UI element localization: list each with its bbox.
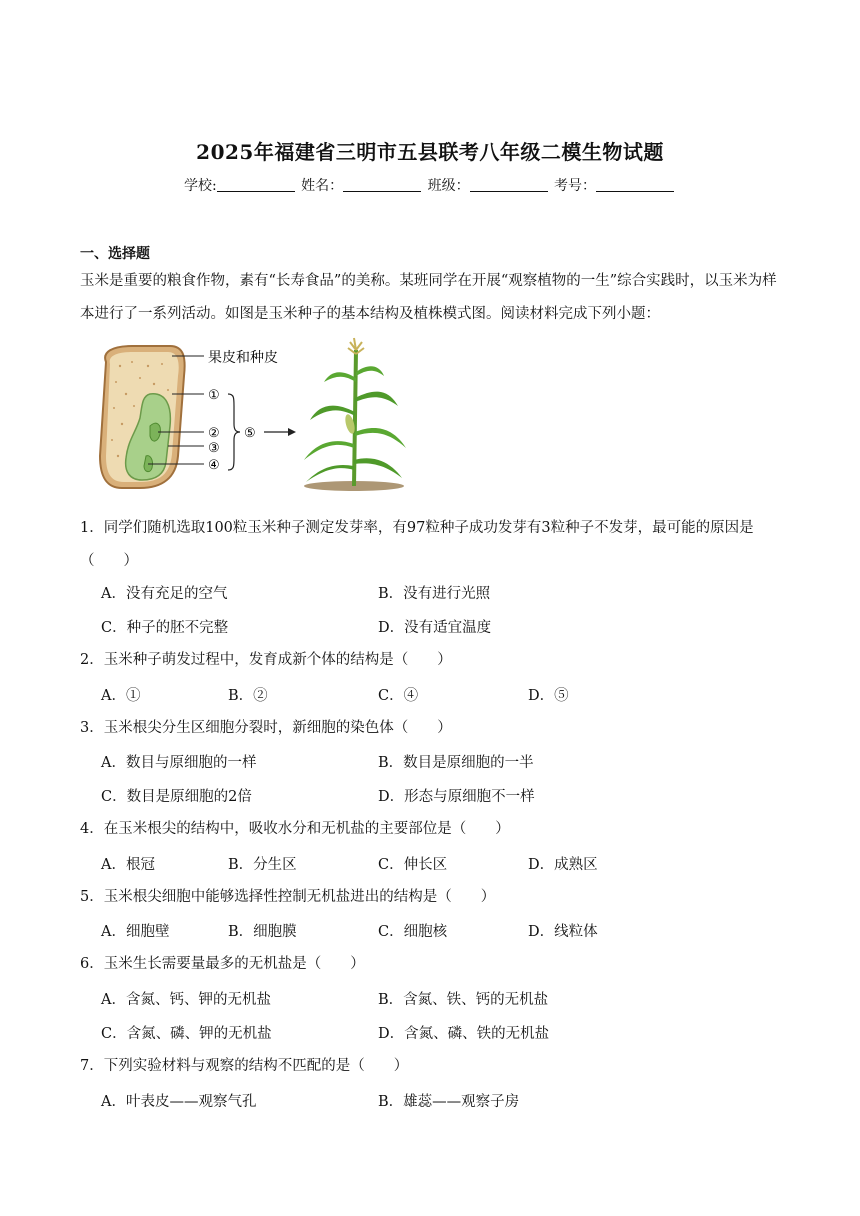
q1-option-c[interactable]: C．种子的胚不完整 xyxy=(101,620,229,636)
question-4: 4．在玉米根尖的结构中，吸收水分和无机盐的主要部位是（ ） xyxy=(80,821,510,837)
corn-plant xyxy=(304,338,406,491)
q7-option-b[interactable]: B．雄蕊——观察子房 xyxy=(378,1094,520,1110)
question-6: 6．玉米生长需要量最多的无机盐是（ ） xyxy=(80,956,365,972)
school-label: 学校: xyxy=(183,178,217,194)
question-1: 1．同学们随机选取100粒玉米种子测定发芽率，有97粒种子成功发芽有3粒种子不发芽，最可能的原因是（ ） xyxy=(80,520,754,569)
label-2: ② xyxy=(208,426,220,441)
brace xyxy=(228,394,240,470)
q2-option-d[interactable]: D．⑤ xyxy=(528,688,569,704)
label-4: ④ xyxy=(208,458,220,473)
q1-option-b[interactable]: B．没有进行光照 xyxy=(378,586,491,602)
q5-option-c[interactable]: C．细胞核 xyxy=(378,924,448,940)
q3-option-a[interactable]: A．数目与原细胞的一样 xyxy=(101,755,257,771)
question-7: 7．下列实验材料与观察的结构不匹配的是（ ） xyxy=(80,1058,409,1074)
label-1: ① xyxy=(208,388,220,403)
label-5: ⑤ xyxy=(244,426,256,441)
q5-option-d[interactable]: D．线粒体 xyxy=(528,924,598,940)
student-info-line xyxy=(0,175,860,195)
q6-option-a[interactable]: A．含氮、钙、钾的无机盐 xyxy=(101,992,271,1008)
q5-option-a[interactable]: A．细胞壁 xyxy=(101,924,170,940)
q3-option-d[interactable]: D．形态与原细胞不一样 xyxy=(378,789,535,805)
q3-option-b[interactable]: B．数目是原细胞的一半 xyxy=(378,755,534,771)
name-blank[interactable] xyxy=(343,177,421,192)
corn-seed-figure xyxy=(92,336,422,496)
page-title: 2025年福建省三明市五县联考八年级二模生物试题 xyxy=(196,140,664,164)
q2-option-c[interactable]: C．④ xyxy=(378,688,419,704)
question-5: 5．玉米根尖细胞中能够选择性控制无机盐进出的结构是（ ） xyxy=(80,889,496,905)
label-pericarp: 果皮和种皮 xyxy=(208,349,278,365)
q2-option-b[interactable]: B．② xyxy=(228,688,268,704)
number-label: 考号： xyxy=(554,178,597,194)
class-label: 班级： xyxy=(427,178,470,194)
q4-option-a[interactable]: A．根冠 xyxy=(101,857,155,873)
q6-option-c[interactable]: C．含氮、磷、钾的无机盐 xyxy=(101,1026,272,1042)
intro-paragraph: 玉米是重要的粮食作物，素有“长寿食品”的美称。某班同学在开展“观察植物的一生”综合实践时，以玉米为样本进行了一系列活动。如图是玉米种子的基本结构及植株模式图。阅读材料完成下列小题： xyxy=(80,273,777,322)
q4-option-b[interactable]: B．分生区 xyxy=(228,857,297,873)
q4-option-c[interactable]: C．伸长区 xyxy=(378,857,448,873)
class-blank[interactable] xyxy=(470,177,548,192)
q1-option-d[interactable]: D．没有适宜温度 xyxy=(378,620,492,636)
school-blank[interactable] xyxy=(217,177,295,192)
q2-option-a[interactable]: A．① xyxy=(101,688,141,704)
arrow-head xyxy=(288,428,296,436)
question-3: 3．玉米根尖分生区细胞分裂时，新细胞的染色体（ ） xyxy=(80,720,452,736)
q1-option-a[interactable]: A．没有充足的空气 xyxy=(101,586,228,602)
section-heading: 一、选择题 xyxy=(80,246,150,262)
label-3: ③ xyxy=(208,441,220,456)
q5-option-b[interactable]: B．细胞膜 xyxy=(228,924,297,940)
question-2: 2．玉米种子萌发过程中，发育成新个体的结构是（ ） xyxy=(80,652,452,668)
q7-option-a[interactable]: A．叶表皮——观察气孔 xyxy=(101,1094,257,1110)
name-label: 姓名： xyxy=(301,178,344,194)
q3-option-c[interactable]: C．数目是原细胞的2倍 xyxy=(101,789,252,805)
number-blank[interactable] xyxy=(596,177,674,192)
q4-option-d[interactable]: D．成熟区 xyxy=(528,857,598,873)
q6-option-d[interactable]: D．含氮、磷、铁的无机盐 xyxy=(378,1026,550,1042)
q6-option-b[interactable]: B．含氮、铁、钙的无机盐 xyxy=(378,992,549,1008)
